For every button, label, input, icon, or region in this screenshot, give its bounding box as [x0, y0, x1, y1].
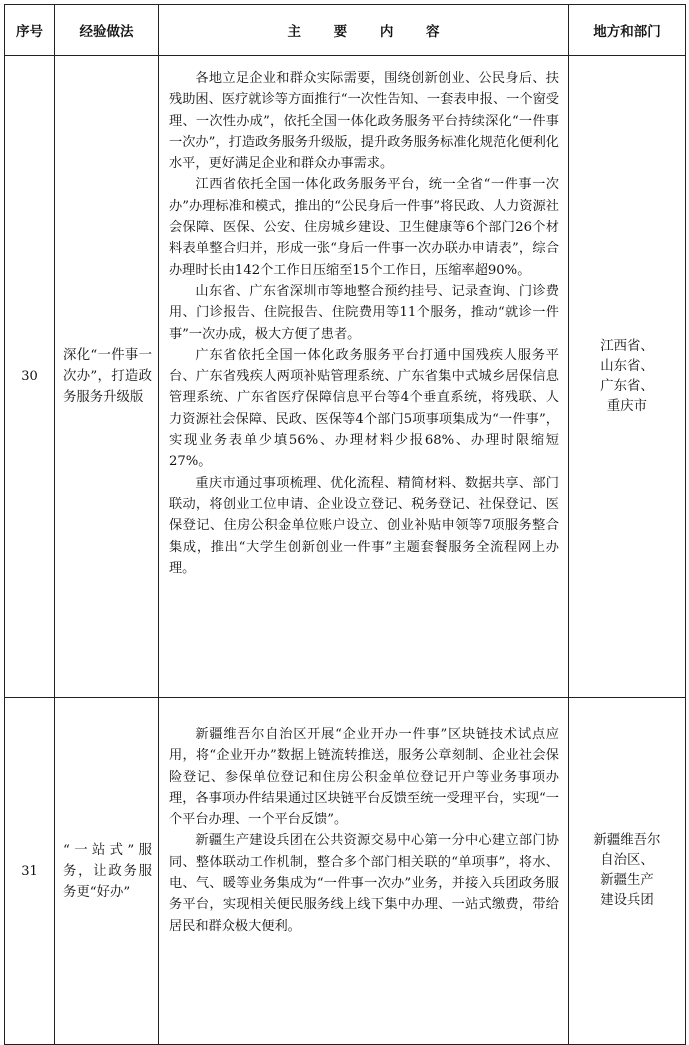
- row-content: [159, 698, 569, 1045]
- region-line: 建设兵团: [600, 893, 654, 908]
- content-paragraph: 新疆生产建设兵团在公共资源交易中心第一分中心建立部门协同、整体联动工作机制，整合多个部门相关联的“单项事”，将水、电、气、暖等业务集成为“一件事一次办”业务，并接入兵团政务服务平台，实现相关便民服务线上线下集中办理、一站式缴费，带给居民和群众极大便利。: [169, 833, 559, 934]
- row-region: [569, 56, 686, 698]
- content-paragraph: 各地立足企业和群众实际需要，围绕创新创业、公民身后、扶残助困、医疗就诊等方面推行“一次性告知、一套表申报、一个窗受理、一次性办成”，依托全国一体化政务服务平台持续深化“一件事一次办”，打造政务服务升级版，提升政务服务标准化规范化便利化水平，更好满足企业和群众办事需求。: [169, 71, 559, 172]
- content-paragraph: 新疆维吾尔自治区开展“企业开办一件事”区块链技术试点应用，将“企业开办”数据上链流转推送，服务公章刻制、企业社会保险登记、参保单位登记和住房公积金单位登记开户等业务事项办理，各事项办件结果通过区块链平台反馈至统一受理平台，实现“一个平台办理、一个平台反馈”。: [169, 727, 559, 828]
- row-region: [569, 698, 686, 1045]
- row-method: “一站式”服务，让政务服务更“好办”: [55, 698, 159, 1045]
- region-line: 重庆市: [606, 398, 648, 414]
- content-paragraph: 山东省、广东省深圳市等地整合预约挂号、记录查询、门诊费用、门诊报告、住院报告、住院费用等11个服务，推动“就诊一件事”一次办成，极大方便了患者。: [169, 283, 559, 342]
- region-line: 山东省、: [600, 358, 654, 374]
- region-line: 江西省、: [600, 338, 654, 354]
- row-seq: 30: [5, 56, 55, 698]
- region-line: 新疆生产: [600, 873, 654, 888]
- row-method: 深化“一件事一次办”，打造政务服务升级版: [55, 56, 159, 698]
- region-line: 新疆维吾尔: [593, 833, 661, 848]
- content-paragraph: 重庆市通过事项梳理、优化流程、精简材料、数据共享、部门联动，将创业工位申请、企业设立登记、税务登记、社保登记、医保登记、住房公积金单位账户设立、创业补贴申领等7项服务整合集成，推出“大学生创新创业一件事”主题套餐服务全流程网上办理。: [169, 475, 559, 576]
- header-method: 经验做法: [55, 5, 159, 56]
- row-seq: 31: [5, 698, 55, 1045]
- table-header-row: [5, 5, 686, 56]
- table-row: [5, 698, 686, 1045]
- header-content: 主 要 内 容: [159, 5, 569, 56]
- header-seq: 序号: [5, 5, 55, 56]
- region-line: 广东省、: [600, 378, 654, 394]
- header-region: 地方和部门: [569, 5, 686, 56]
- region-line: 自治区、: [600, 853, 654, 868]
- content-paragraph: 广东省依托全国一体化政务服务平台打通中国残疾人服务平台、广东省残疾人两项补贴管理系统、广东省集中式城乡居保信息管理系统、广东省医疗保障信息平台等4个垂直系统，将残联、人力资源社会保障、民政、医保等4个部门5项事项集成为“一件事”，实现业务表单少填56%、办理材料少报68%、办理时限缩短27%。: [169, 347, 559, 470]
- table-row: [5, 56, 686, 698]
- experience-table: [4, 4, 686, 1045]
- content-paragraph: 江西省依托全国一体化政务服务平台，统一全省“一件事一次办”办理标准和模式，推出的“公民身后一件事”将民政、人力资源社会保障、医保、公安、住房城乡建设、卫生健康等6个部门26个材料表单整合归并，形成一张“身后一件事一次办联办申请表”，综合办理时长由142个工作日压缩至15个工作日，压缩率超90%。: [169, 177, 559, 278]
- row-content: [159, 56, 569, 698]
